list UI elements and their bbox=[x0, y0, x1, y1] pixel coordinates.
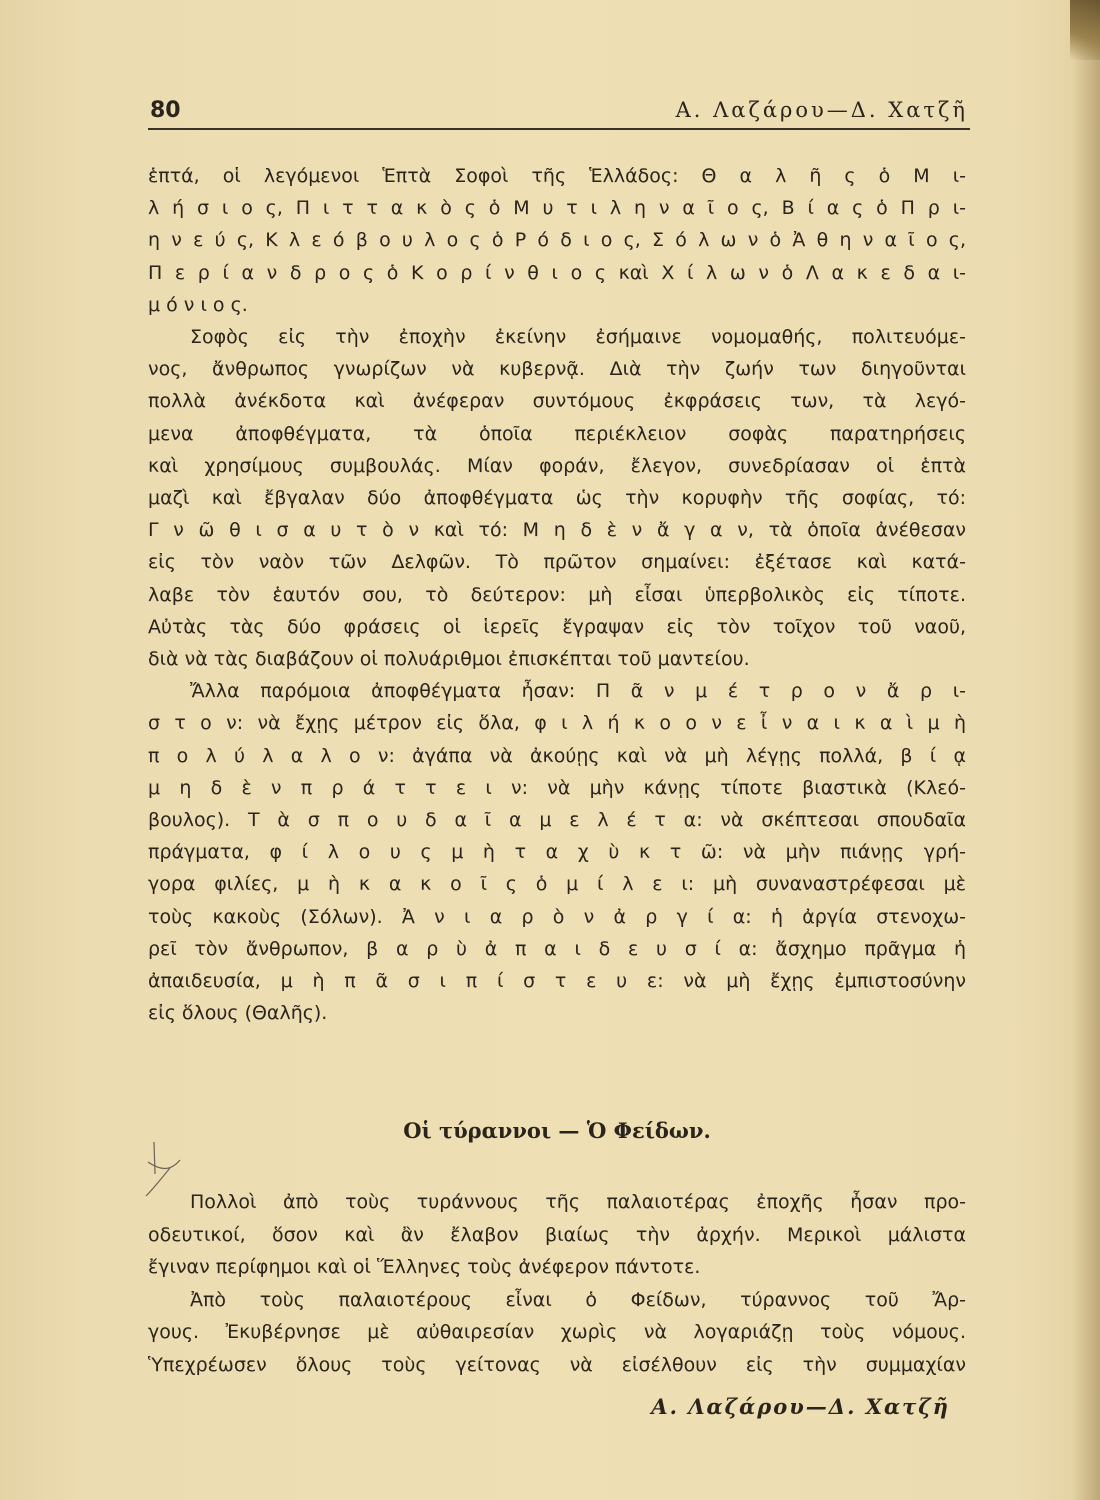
text-line: νος, ἄνθρωπος γνωρίζων νὰ κυβερνᾷ. Διὰ τὴν ζωήν των διηγοῦνται bbox=[148, 358, 966, 381]
text-line: ἑπτά, οἱ λεγόμενοι Ἑπτὰ Σοφοὶ τῆς Ἑλλάδος: Θ α λ ῆ ς ὁ Μ ι- bbox=[148, 165, 966, 187]
text-line: Ἀπὸ τοὺς παλαιοτέρους εἶναι ὁ Φείδων, τύραννος τοῦ Ἄρ- bbox=[190, 1288, 966, 1311]
text-line: μαζὶ καὶ ἔβγαλαν δύο ἀποφθέγματα ὡς τὴν κορυφὴν τῆς σοφίας, τό: bbox=[148, 487, 966, 510]
text-line: Πολλοὶ ἀπὸ τοὺς τυράννους τῆς παλαιοτέρας ἐποχῆς ἦσαν προ- bbox=[190, 1191, 966, 1213]
text-line: Π ε ρ ί α ν δ ρ ο ς ὁ Κ ο ρ ί ν θ ι ο ς καὶ Χ ί λ ω ν ὁ Λ α κ ε δ α ι- bbox=[148, 261, 966, 284]
text-line: Ἄλλα παρόμοια ἀποφθέγματα ἦσαν: Π ᾶ ν μ έ τ ρ ο ν ἄ ρ ι- bbox=[190, 680, 966, 703]
running-head: Α. Λαζάρου—Δ. Χατζῆ bbox=[675, 98, 968, 122]
text-line: οδευτικοί, ὅσον καὶ ἂν ἔλαβον βιαίως τὴν ἀρχήν. Μερικοὶ μάλιστα bbox=[148, 1223, 966, 1246]
page-number: 80 bbox=[150, 98, 181, 123]
main-text bbox=[148, 160, 966, 1029]
text-line: Αὐτὰς τὰς δύο φράσεις οἱ ἱερεῖς ἔγραψαν εἰς τὸν τοῖχον τοῦ ναοῦ, bbox=[148, 615, 966, 638]
text-line: Γ ν ῶ θ ι σ α υ τ ὸ ν καὶ τό: Μ η δ ὲ ν ἄ γ α ν, τὰ ὁποῖα ἀνέθεσαν bbox=[148, 519, 966, 542]
text-line: Σοφὸς εἰς τὴν ἐποχὴν ἐκείνην ἐσήμαινε νομομαθής, πολιτευόμε- bbox=[190, 326, 966, 349]
text-line: ἀπαιδευσία, μ ὴ π ᾶ σ ι π ί σ τ ε υ ε: νὰ μὴ ἔχῃς ἐμπιστοσύνην bbox=[148, 970, 966, 993]
section-heading: Οἱ τύραννοι — Ὁ Φείδων. bbox=[403, 1118, 711, 1143]
text-line: καὶ χρησίμους συμβουλάς. Μίαν φοράν, ἔλεγον, συνεδρίασαν οἱ ἑπτὰ bbox=[148, 454, 966, 477]
text-line: διὰ νὰ τὰς διαβάζουν οἱ πολυάριθμοι ἐπισκέπται τοῦ μαντείου. bbox=[148, 648, 750, 671]
text-line: τοὺς κακοὺς (Σόλων). Ἀ ν ι α ρ ὸ ν ἀ ρ γ ί α: ἡ ἀργία στενοχω- bbox=[148, 905, 966, 928]
text-line: π ο λ ύ λ α λ ο ν: ἀγάπα νὰ ἀκούῃς καὶ νὰ μὴ λέγῃς πολλά, β ί ᾳ bbox=[148, 744, 966, 767]
page-header bbox=[148, 98, 970, 130]
text-line: μ η δ ὲ ν π ρ ά τ τ ε ι ν: νὰ μὴν κάνῃς τίποτε βιαστικὰ (Κλεό- bbox=[148, 776, 966, 799]
text-line: ἔγιναν περίφημοι καὶ οἱ Ἕλληνες τοὺς ἀνέφερον πάντοτε. bbox=[148, 1256, 701, 1279]
section-text bbox=[148, 1186, 966, 1382]
text-line: γορα φιλίες, μ ὴ κ α κ ο ῖ ς ὁ μ ί λ ε ι: μὴ συναναστρέφεσαι μὲ bbox=[148, 873, 966, 896]
text-line: εἰς τὸν ναὸν τῶν Δελφῶν. Τὸ πρῶτον σημαίνει: ἐξέτασε καὶ κατά- bbox=[148, 551, 966, 574]
text-line: σ τ ο ν: νὰ ἔχῃς μέτρον εἰς ὅλα, φ ι λ ή κ ο ο ν ε ἶ ν α ι κ α ὶ μ ὴ bbox=[148, 712, 966, 735]
text-line: εἰς ὅλους (Θαλῆς). bbox=[148, 1002, 328, 1025]
text-line: μενα ἀποφθέγματα, τὰ ὁποῖα περιέκλειον σοφὰς παρατηρήσεις bbox=[148, 422, 966, 445]
text-line: Ὑπεχρέωσεν ὅλους τοὺς γείτονας νὰ εἰσέλθουν εἰς τὴν συμμαχίαν bbox=[148, 1353, 966, 1376]
binding-corner bbox=[1070, 0, 1100, 60]
text-line: λ ή σ ι ο ς, Π ι τ τ α κ ὸ ς ὁ Μ υ τ ι λ η ν α ῖ ο ς, Β ί α ς ὁ Π ρ ι- bbox=[148, 197, 966, 220]
text-line: βουλος). Τ ὰ σ π ο υ δ α ῖ α μ ε λ έ τ α: νὰ σκέπτεσαι σπουδαῖα bbox=[148, 809, 966, 832]
text-line: ρεῖ τὸν ἄνθρωπον, β α ρ ὺ ἀ π α ι δ ε υ σ ί α: ἄσχημο πρᾶγμα ἡ bbox=[148, 937, 966, 960]
text-line: η ν ε ύ ς, Κ λ ε ό β ο υ λ ο ς ὁ Ρ ό δ ι ο ς, Σ ό λ ω ν ὁ Ἀ θ η ν α ῖ ο ς, bbox=[148, 229, 966, 252]
text-line: λαβε τὸν ἑαυτόν σου, τὸ δεύτερον: μὴ εἶσαι ὑπερβολικὸς εἰς τίποτε. bbox=[148, 583, 966, 606]
text-line: πράγματα, φ ί λ ο υ ς μ ὴ τ α χ ὺ κ τ ῶ: νὰ μὴν πιάνῃς γρή- bbox=[148, 841, 966, 864]
page-edge-shadow bbox=[1072, 0, 1100, 1500]
text-line: γους. Ἐκυβέρνησε μὲ αὐθαιρεσίαν χωρὶς νὰ λογαριάζῃ τοὺς νόμους. bbox=[148, 1321, 966, 1344]
footer-signature: Α. Λαζάρου—Δ. Χατζῆ bbox=[651, 1394, 950, 1419]
text-line: πολλὰ ἀνέκδοτα καὶ ἀνέφεραν συντόμους ἐκφράσεις των, τὰ λεγό- bbox=[148, 390, 966, 413]
text-line: μ ό ν ι ο ς. bbox=[148, 293, 248, 316]
